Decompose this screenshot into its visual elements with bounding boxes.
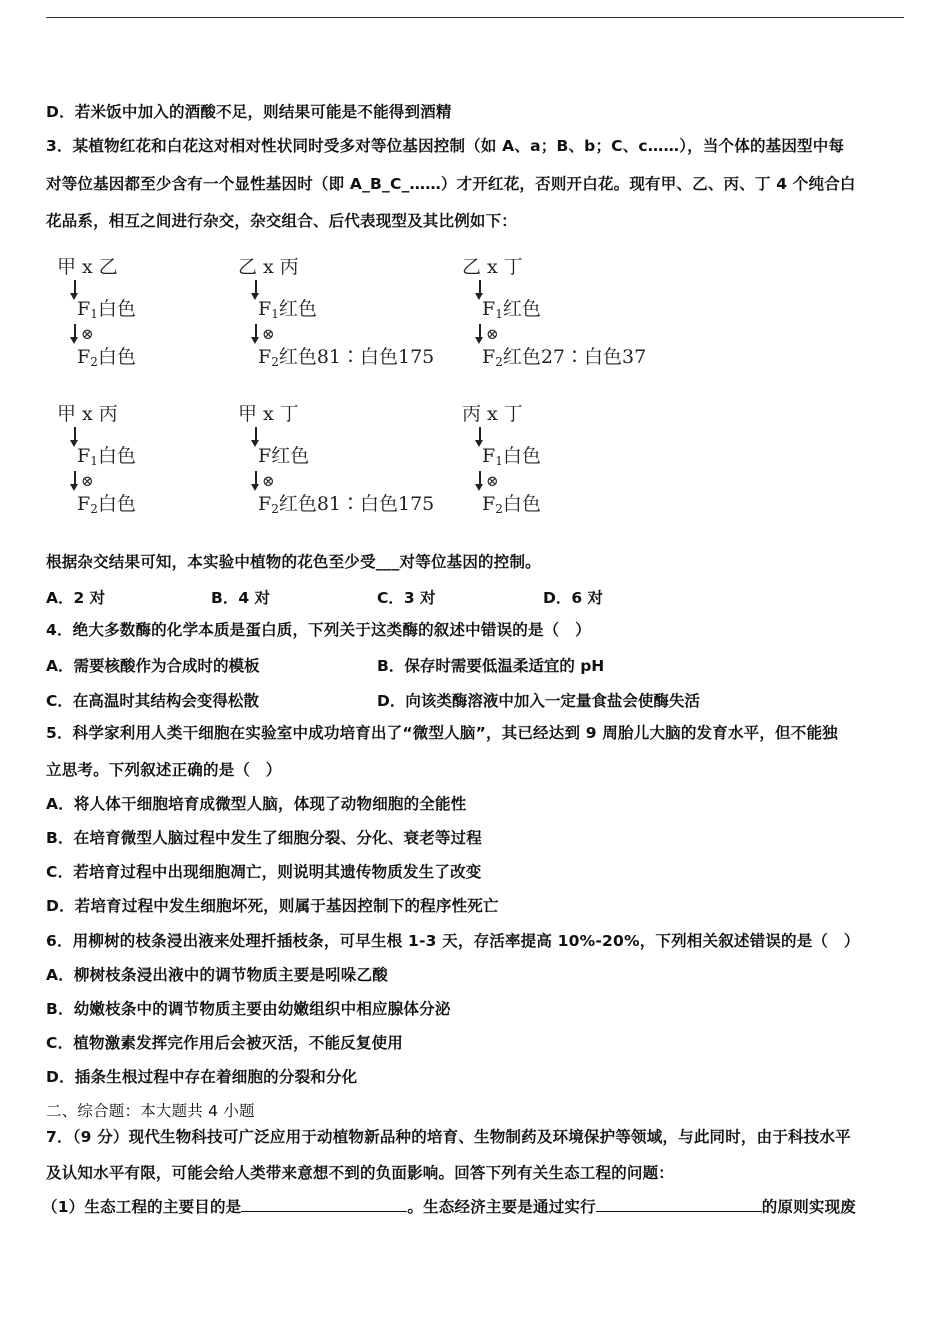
arrow-icon: [74, 471, 76, 487]
f2-result: $F_2$白色: [482, 493, 541, 516]
q3-option-a[interactable]: A．2 对: [46, 589, 106, 607]
q5-stem-line1: 5．科学家利用人类干细胞在实验室中成功培育出了“微型人脑”，其已经达到 9 周胎儿大脑的发育水平，但不能独: [46, 724, 838, 742]
q4-option-d[interactable]: D．向该类酶溶液中加入一定量食盐会使酶失活: [377, 692, 700, 710]
q5-option-a[interactable]: A．将人体干细胞培育成微型人脑，体现了动物细胞的全能性: [46, 795, 467, 813]
selfing-icon: ⊗: [81, 325, 94, 343]
q3-stem-line1: 3．某植物红花和白花这对相对性状同时受多对等位基因控制（如 A、a；B、b；C、c……），当个体的基因型中每: [46, 137, 845, 155]
f1-result: $F_1$白色: [77, 445, 136, 468]
cross-parents: 丙 x 丁: [462, 403, 523, 425]
q4-option-b[interactable]: B．保存时需要低温柔适宜的 pH: [377, 657, 605, 675]
selfing-icon: ⊗: [262, 472, 275, 490]
arrow-icon: [255, 427, 257, 443]
q6-option-d[interactable]: D．插条生根过程中存在着细胞的分裂和分化: [46, 1068, 358, 1086]
q5-option-b[interactable]: B．在培育微型人脑过程中发生了细胞分裂、分化、衰老等过程: [46, 829, 482, 847]
q6-option-c[interactable]: C．植物激素发挥完作用后会被灭活，不能反复使用: [46, 1034, 403, 1052]
q5-option-d[interactable]: D．若培育过程中发生细胞坏死，则属于基因控制下的程序性死亡: [46, 897, 499, 915]
f1-result: $F_1$白色: [77, 298, 136, 321]
arrow-icon: [255, 280, 257, 296]
arrow-icon: [74, 280, 76, 296]
f1-result: $F_1$白色: [482, 445, 541, 468]
arrow-icon: [479, 280, 481, 296]
arrow-icon: [479, 471, 481, 487]
q7-stem-line1: 7．（9 分）现代生物科技可广泛应用于动植物新品种的培育、生物制药及环境保护等领域，与此同时，由于科技水平: [46, 1128, 851, 1146]
q6-option-b[interactable]: B．幼嫩枝条中的调节物质主要由幼嫩组织中相应腺体分泌: [46, 1000, 451, 1018]
selfing-icon: ⊗: [262, 325, 275, 343]
arrow-icon: [74, 324, 76, 340]
q5-option-c[interactable]: C．若培育过程中出现细胞凋亡，则说明其遗传物质发生了改变: [46, 863, 482, 881]
f1-result: F红色: [258, 445, 310, 467]
answer-blank-1[interactable]: [241, 1197, 407, 1212]
q6-stem: 6．用柳树的枝条浸出液来处理扦插枝条，可早生根 1-3 天，存活率提高 10%-20%，下列相关叙述错误的是（ ）: [46, 932, 860, 950]
f1-result: $F_1$红色: [258, 298, 317, 321]
cross-parents: 甲 x 丁: [238, 403, 299, 425]
q7-stem-line2: 及认知水平有限，可能会给人类带来意想不到的负面影响。回答下列有关生态工程的问题：: [46, 1164, 675, 1182]
q3-option-c[interactable]: C．3 对: [377, 589, 436, 607]
q3-stem-line3: 花品系，相互之间进行杂交，杂交组合、后代表现型及其比例如下：: [46, 212, 518, 230]
cross-parents: 乙 x 丁: [462, 256, 523, 278]
arrow-icon: [255, 471, 257, 487]
q3-question: 根据杂交结果可知，本实验中植物的花色至少受___对等位基因的控制。: [46, 553, 541, 571]
selfing-icon: ⊗: [81, 472, 94, 490]
f1-result: $F_1$红色: [482, 298, 541, 321]
cross-parents: 甲 x 丙: [57, 403, 118, 425]
q6-option-a[interactable]: A．柳树枝条浸出液中的调节物质主要是吲哚乙酸: [46, 966, 388, 984]
arrow-icon: [255, 324, 257, 340]
answer-blank-2[interactable]: [596, 1197, 762, 1212]
header-rule: [46, 17, 904, 18]
q4-option-c[interactable]: C．在高温时其结构会变得松散: [46, 692, 259, 710]
selfing-icon: ⊗: [486, 325, 499, 343]
q4-stem: 4．绝大多数酶的化学本质是蛋白质，下列关于这类酶的叙述中错误的是（ ）: [46, 621, 591, 639]
f2-result: $F_2$白色: [77, 346, 136, 369]
f2-result: $F_2$红色81∶白色175: [258, 493, 435, 516]
selfing-icon: ⊗: [486, 472, 499, 490]
q3-stem-line2: 对等位基因都至少含有一个显性基因时（即 A_B_C_……）才开红花，否则开白花。现有甲、乙、丙、丁 4 个纯合白: [46, 175, 856, 193]
q7-part1: （1）生态工程的主要目的是 。生态经济主要是通过实行 的原则实现废: [42, 1198, 856, 1216]
f2-result: $F_2$红色81∶白色175: [258, 346, 435, 369]
arrow-icon: [479, 427, 481, 443]
q5-stem-line2: 立思考。下列叙述正确的是（ ）: [46, 761, 282, 779]
arrow-icon: [74, 427, 76, 443]
f2-result: $F_2$白色: [77, 493, 136, 516]
q3-option-b[interactable]: B．4 对: [211, 589, 270, 607]
q4-option-a[interactable]: A．需要核酸作为合成时的模板: [46, 657, 260, 675]
cross-parents: 乙 x 丙: [238, 256, 299, 278]
f2-result: $F_2$红色27∶白色37: [482, 346, 647, 369]
q2-option-d: D．若米饭中加入的酒酸不足，则结果可能是不能得到酒精: [46, 103, 452, 121]
q3-option-d[interactable]: D．6 对: [543, 589, 604, 607]
arrow-icon: [479, 324, 481, 340]
section-heading: 二、综合题：本大题共 4 小题: [46, 1102, 255, 1120]
cross-parents: 甲 x 乙: [57, 256, 118, 278]
